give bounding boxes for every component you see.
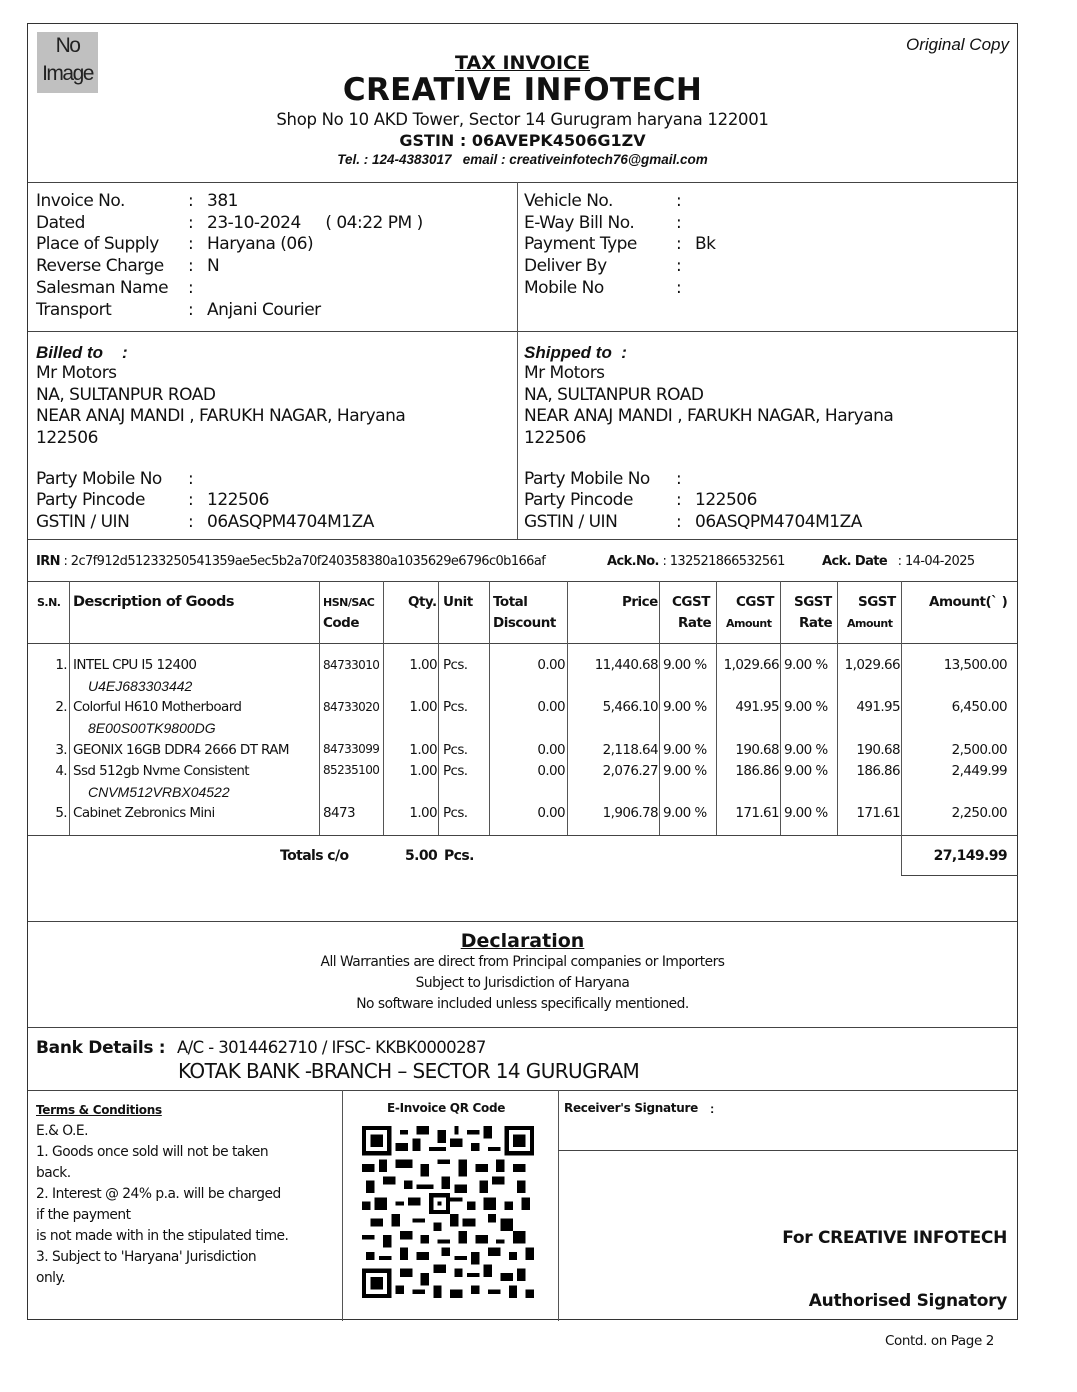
divider — [28, 921, 1017, 922]
shipped-to-block: Shipped to : Mr Motors NA, SULTANPUR ROAD NEAR ANAJ MANDI , FARUKH NAGAR, Haryana 122506 Party Mobile No : Party Pincode : 122506 GSTIN / UIN : 06ASQPM4704M1ZA — [524, 342, 1004, 533]
divider — [28, 331, 1017, 332]
invoice-info-left — [36, 191, 423, 321]
declaration-line: No software included unless specifically mentioned. — [356, 996, 689, 1012]
shipped-to-name: Mr Motors — [524, 363, 605, 384]
divider — [517, 331, 518, 539]
divider — [558, 1150, 1017, 1151]
party-field: Party Mobile No : — [524, 469, 682, 490]
company-gstin: GSTIN : 06AVEPK4506G1ZV — [399, 131, 646, 150]
document-title: TAX INVOICE — [455, 52, 590, 74]
info-row: Place of Supply : Haryana (06) — [36, 234, 314, 255]
declaration-line: All Warranties are direct from Principal companies or Importers — [320, 954, 725, 970]
divider — [28, 835, 1017, 836]
info-row: Reverse Charge : N — [36, 256, 220, 277]
divider — [28, 539, 1017, 540]
bank-branch: KOTAK BANK -BRANCH – SECTOR 14 GURUGRAM — [178, 1059, 640, 1083]
terms-block: Terms & Conditions E.& O.E. 1. Goods once sold will not be taken back. 2. Interest @ 24% p.a. will be charged if the payment is not made with in the stipulated time. 3. Subject to 'Haryana' Jurisdiction only. — [36, 1100, 288, 1289]
company-contact: Tel. : 124-4383017 email : creativeinfotech76@gmail.com — [337, 152, 708, 167]
qr-code-icon — [362, 1126, 534, 1298]
continued-note: Contd. on Page 2 — [885, 1333, 994, 1349]
divider — [28, 643, 1017, 644]
ack-date: Ack. Date : 14-04-2025 — [822, 554, 975, 569]
billed-to-block: Billed to : Mr Motors NA, SULTANPUR ROAD NEAR ANAJ MANDI , FARUKH NAGAR, Haryana 122506 Party Mobile No : Party Pincode : 122506 GSTIN / UIN : 06ASQPM4704M1ZA — [36, 342, 506, 533]
totals-qty: 5.00 — [405, 848, 438, 864]
company-address: Shop No 10 AKD Tower, Sector 14 Gurugram haryana 122001 — [276, 110, 769, 129]
party-field: GSTIN / UIN : 06ASQPM4704M1ZA — [36, 511, 374, 532]
info-row: Vehicle No. : — [524, 191, 682, 211]
bank-details-label: Bank Details : — [36, 1038, 166, 1058]
for-company: For CREATIVE INFOTECH — [782, 1228, 1007, 1248]
bank-account: A/C - 3014462710 / IFSC- KKBK0000287 — [177, 1038, 486, 1057]
shipped-to-heading: Shipped to : — [524, 343, 627, 362]
totals-label: Totals c/o — [280, 848, 349, 864]
logo-placeholder: No Image — [37, 32, 98, 93]
terms-heading: Terms & Conditions — [36, 1103, 162, 1117]
party-field: Party Pincode : 122506 — [524, 490, 757, 511]
divider — [517, 182, 518, 331]
divider — [28, 581, 1017, 582]
divider — [28, 182, 1017, 183]
info-row: Salesman Name : — [36, 277, 194, 298]
irn-line: IRN : 2c7f912d51233250541359ae5ec5b2a70f240358380a1035629e6796c0b166af — [36, 554, 546, 569]
info-row: Transport : Anjani Courier — [36, 299, 321, 320]
info-row: Deliver By : — [524, 256, 682, 277]
receiver-signature-label: Receiver's Signature — [564, 1101, 698, 1115]
declaration-heading: Declaration — [460, 930, 585, 952]
info-row: Dated : 23-10-2024 ( 04:22 PM ) — [36, 212, 423, 233]
irn-value: 2c7f912d51233250541359ae5ec5b2a70f240358380a1035629e6796c0b166af — [70, 554, 546, 569]
party-field: Party Pincode : 122506 — [36, 490, 269, 511]
invoice-info-right — [524, 191, 716, 300]
totals-unit: Pcs. — [444, 848, 474, 864]
billed-to-heading: Billed to : — [36, 343, 128, 362]
invoice-page: No Image Original Copy TAX INVOICE CREATIVE INFOTECH Shop No 10 AKD Tower, Sector 14 Gurugram haryana 122001 GSTIN : 06AVEPK4506G1ZV Tel. : 124-4383017 email : creativeinfotech76@gmail.com Invoice No. : 381 Dated : 23-10-2024 ( 04:22 PM ) Place of Supply : Haryana (06) Reverse Charge : N Salesman Name : Transport : Anjani Courier Vehicle No. : E-Way Bill No. : Payment Type : Bk Deliver By : Mobile No : Billed to : Mr Motors NA, SULTANPUR ROAD NEAR ANAJ MANDI , FARUKH NAGAR, Haryana 122506 Party Mobile No : Party Pincode : 122506 GSTIN / UIN : 06ASQPM4704M1ZA Shipped to : Mr Motors NA, SULTANPUR ROAD NEAR ANAJ MANDI , FARUKH NAGAR, Haryana 122506 Party Mobile No : Party Pincode : 122506 GSTIN / UIN : 06ASQPM4704M1ZA IRN : 2c7f912d51233250541359ae5ec5b2a70f240358380a1035629e6796c0b166af Ack.No. : 132521866532561 Ack. Date : 14-04-2025 S.N. Description of Goods HSN/SAC Code Qty. Unit Total Discount Price CGST Rate CGST Amount SGST Rate SGST Amount Amount(` ) 1. INTEL CPU I5 12400 U4EJ683303442 84733010 1.00 Pcs. 0.00 11,440.68 9.00 % 1,029.66 9.00 % 1,029.66 13,500.00 2. Colorful H610 Motherboard 8E00S00TK9800DG 84733020 1.00 Pcs. 0.00 5,466.10 9.00 % 491.95 9.00 % 491.95 6,450.00 3. GEONIX 16GB DDR4 2666 DT RAM 84733099 1.00 Pcs. 0.00 2,118.64 9.00 % 190.68 9.00 % 190.68 2,500.00 4. Ssd 512gb Nvme Consistent CNVM512VRBX04522 85235100 1.00 Pcs. 0.00 2,076.27 9.00 % 186.86 9.00 % 186.86 2,449.99 5. Cabinet Zebronics Mini 8473 1.00 Pcs. 0.00 1,906.78 9.00 % 171.61 9.00 % 171.61 2,250.00 Totals c/o 5.00 Pcs. 27,149.99 Declaration All Warranties are direct from Principal companies or Importers Subject to Jurisdiction of Haryana No software included unless specifically mentioned. Bank Details : A/C - 3014462710 / IFSC- KKBK0000287 KOTAK BANK -BRANCH – SECTOR 14 GURUGRAM Terms & Conditions E.& O.E. 1. Goods once sold will not be taken back. 2. Interest @ 24% p.a. will be charged if the payment is not made with in the stipulated time. 3. Subject to 'Haryana' Jurisdiction only. E-Invoice QR Code Receiver's Signature : For CREATIVE INFOTECH Authorised Signatory — [27, 23, 1018, 1320]
billed-to-name: Mr Motors — [36, 363, 117, 384]
info-row: E-Way Bill No. : — [524, 212, 682, 233]
divider — [28, 1090, 1017, 1091]
info-row: Mobile No : — [524, 277, 682, 298]
totals-amount: 27,149.99 — [933, 848, 1007, 864]
declaration-line: Subject to Jurisdiction of Haryana — [415, 975, 630, 991]
info-row: Invoice No. : 381 — [36, 191, 238, 211]
ack-no: Ack.No. : 132521866532561 — [607, 554, 785, 569]
authorised-signatory: Authorised Signatory — [808, 1291, 1007, 1311]
copy-label: Original Copy — [906, 35, 1009, 54]
party-field: GSTIN / UIN : 06ASQPM4704M1ZA — [524, 511, 862, 532]
info-row: Payment Type : Bk — [524, 234, 716, 255]
qr-label: E-Invoice QR Code — [387, 1101, 506, 1115]
company-name: CREATIVE INFOTECH — [342, 72, 703, 108]
divider — [28, 1027, 1017, 1028]
party-field: Party Mobile No : — [36, 469, 194, 490]
